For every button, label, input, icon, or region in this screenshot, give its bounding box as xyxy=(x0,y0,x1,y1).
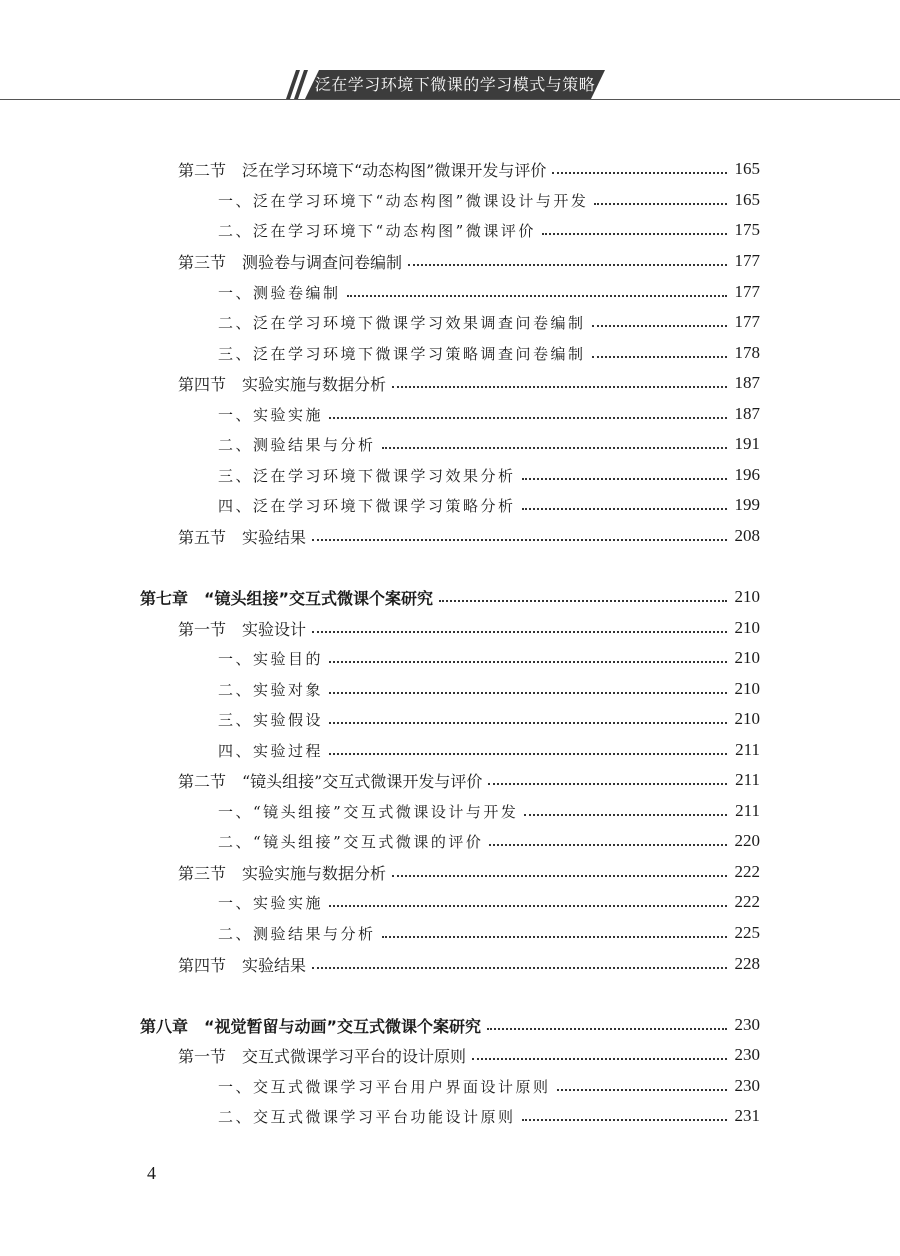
toc-entry-label: 三、泛在学习环境下微课学习效果分析 xyxy=(218,466,516,485)
toc-entry-label: 第四节 实验实施与数据分析 xyxy=(178,374,387,394)
toc-page-number: 165 xyxy=(734,190,760,209)
toc-entry-label: 第七章 “镜头组接”交互式微课个案研究 xyxy=(140,588,434,608)
toc-page-number: 225 xyxy=(734,923,760,942)
toc-leader-dots xyxy=(312,967,726,969)
toc-page-number: 165 xyxy=(734,159,760,178)
toc-item-entry xyxy=(218,280,760,304)
toc-section-entry xyxy=(178,1043,760,1067)
toc-item-entry xyxy=(218,1074,760,1098)
toc-page-number: 178 xyxy=(734,343,760,362)
page-number: 4 xyxy=(147,1163,156,1183)
toc-item-entry xyxy=(218,493,760,517)
toc-entry-label: 四、实验过程 xyxy=(218,741,324,760)
toc-item-entry xyxy=(218,463,760,487)
toc-entry-label: 三、实验假设 xyxy=(218,710,324,729)
toc-page-number: 230 xyxy=(734,1045,760,1064)
toc-entry-label: 二、测验结果与分析 xyxy=(218,924,376,943)
toc-entry-label: 第一节 交互式微课学习平台的设计原则 xyxy=(178,1046,467,1066)
toc-entry-label: 一、泛在学习环境下“动态构图”微课设计与开发 xyxy=(218,191,589,210)
toc-page-number: 199 xyxy=(734,495,760,514)
toc-entry-label: 第五节 实验结果 xyxy=(178,527,307,547)
toc-page-number: 177 xyxy=(734,312,760,331)
toc-page-number: 230 xyxy=(734,1015,760,1034)
toc-leader-dots xyxy=(522,1119,727,1121)
toc-item-entry xyxy=(218,402,760,426)
toc-leader-dots xyxy=(382,447,727,449)
toc-entry-label: 一、实验目的 xyxy=(218,649,324,668)
toc-leader-dots xyxy=(522,508,727,510)
toc-item-entry xyxy=(218,707,760,731)
toc-page-number: 175 xyxy=(734,220,760,239)
toc-section-entry xyxy=(178,157,760,181)
toc-item-entry xyxy=(218,738,760,762)
toc-page-number: 187 xyxy=(734,373,760,392)
toc-leader-dots xyxy=(522,478,727,480)
toc-leader-dots xyxy=(524,814,727,816)
toc-chapter-entry xyxy=(140,1013,760,1037)
toc-page-number: 211 xyxy=(735,801,760,820)
toc-page-number: 222 xyxy=(734,892,760,911)
toc-leader-dots xyxy=(312,539,726,541)
toc-page-number: 228 xyxy=(734,954,760,973)
toc-entry-label: 第八章 “视觉暂留与动画”交互式微课个案研究 xyxy=(140,1016,482,1036)
toc-leader-dots xyxy=(592,356,727,358)
toc-leader-dots xyxy=(312,631,726,633)
toc-item-entry xyxy=(218,677,760,701)
toc-entry-label: 一、交互式微课学习平台用户界面设计原则 xyxy=(218,1077,551,1096)
toc-item-entry xyxy=(218,646,760,670)
toc-entry-label: 第二节 “镜头组接”交互式微课开发与评价 xyxy=(178,771,483,791)
toc-item-entry xyxy=(218,310,760,334)
header-rule xyxy=(0,99,900,100)
toc-item-entry xyxy=(218,1104,760,1128)
toc-page-number: 210 xyxy=(734,679,760,698)
toc-entry-label: 二、泛在学习环境下微课学习效果调查问卷编制 xyxy=(218,313,586,332)
toc-page-number: 210 xyxy=(734,618,760,637)
toc-entry-label: 二、实验对象 xyxy=(218,680,324,699)
toc-page-number: 208 xyxy=(734,526,760,545)
toc-page-number: 196 xyxy=(734,465,760,484)
toc-leader-dots xyxy=(487,1028,726,1030)
toc-entry-label: 第三节 测验卷与调查问卷编制 xyxy=(178,252,403,272)
toc-page-number: 210 xyxy=(734,648,760,667)
toc-entry-label: 四、泛在学习环境下微课学习策略分析 xyxy=(218,496,516,515)
toc-entry-label: 二、“镜头组接”交互式微课的评价 xyxy=(218,832,484,851)
toc-entry-label: 第四节 实验结果 xyxy=(178,955,307,975)
toc-entry-label: 第三节 实验实施与数据分析 xyxy=(178,863,387,883)
toc-leader-dots xyxy=(472,1058,726,1060)
toc-page-number: 220 xyxy=(734,831,760,850)
toc-leader-dots xyxy=(329,905,726,907)
toc-item-entry xyxy=(218,921,760,945)
toc-leader-dots xyxy=(392,386,726,388)
toc-page-number: 191 xyxy=(734,434,760,453)
toc-leader-dots xyxy=(439,600,726,602)
toc-page-number: 187 xyxy=(734,404,760,423)
toc-leader-dots xyxy=(594,203,726,205)
toc-leader-dots xyxy=(329,722,726,724)
running-header xyxy=(0,64,900,104)
toc-leader-dots xyxy=(329,417,726,419)
toc-leader-dots xyxy=(329,753,727,755)
toc-leader-dots xyxy=(488,783,727,785)
toc-entry-label: 二、测验结果与分析 xyxy=(218,435,376,454)
toc-section-entry xyxy=(178,768,760,792)
toc-entry-label: 一、实验实施 xyxy=(218,893,324,912)
toc-page-number: 211 xyxy=(735,770,760,789)
toc-leader-dots xyxy=(347,295,727,297)
toc-entry-label: 一、实验实施 xyxy=(218,405,324,424)
toc-item-entry xyxy=(218,432,760,456)
toc-entry-label: 三、泛在学习环境下微课学习策略调查问卷编制 xyxy=(218,344,586,363)
header-title: 泛在学习环境下微课的学习模式与策略 xyxy=(314,75,596,94)
toc-leader-dots xyxy=(557,1089,727,1091)
toc-leader-dots xyxy=(382,936,727,938)
toc-entry-label: 二、交互式微课学习平台功能设计原则 xyxy=(218,1107,516,1126)
toc-page-number: 177 xyxy=(734,251,760,270)
toc-section-entry xyxy=(178,616,760,640)
toc-item-entry xyxy=(218,829,760,853)
toc-entry-label: 二、泛在学习环境下“动态构图”微课评价 xyxy=(218,221,536,240)
toc-page-number: 210 xyxy=(734,709,760,728)
toc-leader-dots xyxy=(489,844,726,846)
toc-leader-dots xyxy=(542,233,727,235)
toc-item-entry xyxy=(218,218,760,242)
toc-item-entry xyxy=(218,188,760,212)
toc-leader-dots xyxy=(592,325,727,327)
toc-page-number: 210 xyxy=(734,587,760,606)
toc-entry-label: 第一节 实验设计 xyxy=(178,619,307,639)
toc-leader-dots xyxy=(329,692,726,694)
toc-item-entry xyxy=(218,341,760,365)
toc-page-number: 177 xyxy=(734,282,760,301)
toc-page-number: 230 xyxy=(734,1076,760,1095)
toc-page-number: 211 xyxy=(735,740,760,759)
toc-leader-dots xyxy=(552,172,726,174)
toc-leader-dots xyxy=(329,661,726,663)
toc-page-number: 231 xyxy=(734,1106,760,1125)
toc-section-entry xyxy=(178,860,760,884)
toc-entry-label: 一、“镜头组接”交互式微课设计与开发 xyxy=(218,802,519,821)
toc-page-number: 222 xyxy=(734,862,760,881)
toc-section-entry xyxy=(178,371,760,395)
toc-leader-dots xyxy=(408,264,726,266)
toc-entry-label: 一、测验卷编制 xyxy=(218,283,341,302)
toc-item-entry xyxy=(218,799,760,823)
toc-entry-label: 第二节 泛在学习环境下“动态构图”微课开发与评价 xyxy=(178,160,547,180)
toc-chapter-entry xyxy=(140,585,760,609)
toc-section-entry xyxy=(178,249,760,273)
toc-section-entry xyxy=(178,952,760,976)
toc-leader-dots xyxy=(392,875,726,877)
toc-item-entry xyxy=(218,890,760,914)
toc-section-entry xyxy=(178,524,760,548)
